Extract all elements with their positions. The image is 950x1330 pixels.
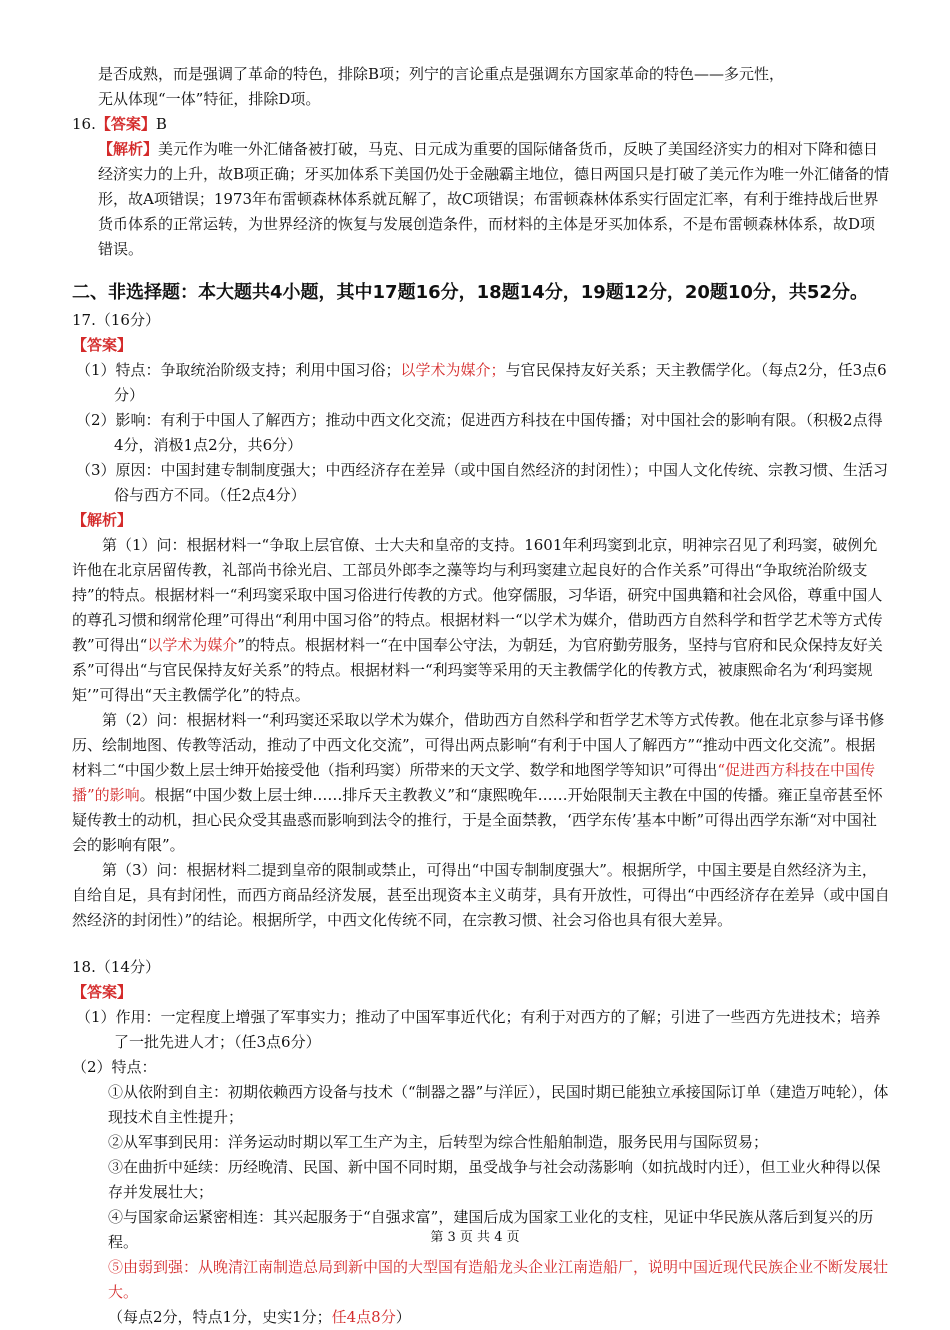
q16-answer-value: B — [155, 115, 167, 133]
q17-title: 17.（16分） — [72, 311, 160, 329]
page-footer: 第 3 页 共 4 页 — [430, 1230, 520, 1245]
q16-analysis — [72, 137, 890, 262]
q17-answer-1-text-end: 与官民保持友好关系；天主教儒学化。（每点2分，任3点6分） — [114, 361, 887, 404]
q18-scoring-note-highlight: 任4点8分 — [331, 1308, 396, 1326]
q17-answer-2: （2）影响：有利于中国人了解西方；推动中西文化交流；促进西方科技在中国传播；对中国社会的影响有限。（积极2点得4分，消极1点2分，共6分） — [76, 411, 883, 454]
q17-analysis-2-text: 第（2）问：根据材料一“利玛窦还采取以学术为媒介，借助西方自然科学和哲学艺术等方式传教。他在北京参与译书修历、绘制地图、传教等活动，推动了中西文化交流”，可得出两点影响“有利于中国人了解西方”“推动中西文化交流”。根据材料二“中国少数上层士绅开始接受他（指利玛窦）所带来的天文学、数学和地图学等知识”可得出 — [72, 711, 885, 779]
q18-scoring-note-end: ） — [395, 1308, 411, 1326]
q17-analysis-1-text: 第（1）问：根据材料一“争取上层官僚、士大夫和皇帝的支持。1601年利玛窦到北京，明神宗召见了利玛窦，破例允许他在北京居留传教，礼部尚书徐光启、工部员外郎李之藻等均与利玛窦建立起良好的合作关系”可得出“争取统治阶级支持”的特点。根据材料一“利玛窦采取中国习俗进行传教的方式。他穿儒服，习华语，研究中国典籍和社会风俗，尊重中国人的尊孔习惯和纲常伦理”可得出“利用中国习俗”的特点。根据材料一“以学术为媒介，借助西方自然科学和哲学艺术等方式传教”可得出“ — [72, 536, 883, 654]
q18-answer-1: （1）作用：一定程度上增强了军事实力；推动了中国军事近代化；有利于对西方的了解；引进了一些西方先进技术；培养了一批先进人才；（任3点6分） — [76, 1008, 881, 1051]
q18-answer-2: （2）特点： — [72, 1058, 157, 1076]
prev-analysis-line-2: 无从体现“一体”特征，排除D项。 — [98, 90, 321, 108]
q17-analysis-tag: 【解析】 — [72, 511, 133, 529]
document-page — [72, 62, 890, 1330]
q17-analysis-1 — [72, 533, 890, 708]
q18-answer-tag: 【答案】 — [72, 983, 133, 1001]
q17-answer-1-highlight: 以学术为媒介； — [400, 361, 506, 379]
q16-number: 16. — [72, 115, 96, 133]
q18-feature-3: ③在曲折中延续：历经晚清、民国、新中国不同时期，虽受战争与社会动荡影响（如抗战时内迁），但工业火种得以保存并发展壮大； — [108, 1158, 881, 1201]
q17-analysis-2-text-end: 。根据“中国少数上层士绅……排斥天主教教义”和“康熙晚年……开始限制天主教在中国的传播。雍正皇帝甚至怀疑传教士的动机，担心民众受其蛊惑而影响到法令的推行，于是全面禁教，‘西学东传’基本中断”可得出西学东渐“对中国社会的影响有限”。 — [72, 786, 883, 854]
q16-answer — [72, 112, 890, 137]
q17-analysis-3: 第（3）问：根据材料二提到皇帝的限制或禁止，可得出“中国专制制度强大”。根据所学，中国主要是自然经济为主，自给自足，具有封闭性，而西方商品经济发展，甚至出现资本主义萌芽，具有开放性，可得出“中西经济存在差异（或中国自然经济的封闭性）”的结论。根据所学，中西文化传统不同，在宗教习惯、社会习俗也具有很大差异。 — [72, 861, 890, 929]
prev-analysis-line-1: 是否成熟，而是强调了革命的特色，排除B项；列宁的言论重点是强调东方国家革命的特色——多元性， — [98, 65, 785, 83]
q17-answer-3: （3）原因：中国封建专制制度强大；中西经济存在差异（或中国自然经济的封闭性）；中国人文化传统、宗教习惯、生活习俗与西方不同。（任2点4分） — [76, 461, 889, 504]
q18-feature-1: ①从依附到自主：初期依赖西方设备与技术（“制器之器”与洋匠），民国时期已能独立承接国际订单（建造万吨轮），体现技术自主性提升； — [108, 1083, 889, 1126]
q17-answer-1 — [72, 358, 890, 408]
q16-answer-tag: 【答案】 — [95, 115, 156, 133]
q18-scoring-note — [72, 1305, 890, 1330]
q18-title: 18.（14分） — [72, 958, 160, 976]
spacer — [72, 933, 890, 955]
q17-analysis-2 — [72, 708, 890, 858]
q18-scoring-note-text: （每点2分，特点1分，史实1分； — [108, 1308, 332, 1326]
q18-feature-5: ⑤由弱到强：从晚清江南制造总局到新中国的大型国有造船龙头企业江南造船厂，说明中国近现代民族企业不断发展壮大。 — [108, 1258, 889, 1301]
q17-answer-tag: 【答案】 — [72, 336, 133, 354]
section-2-title: 二、非选择题：本大题共4小题，其中17题16分，18题14分，19题12分，20题10分，共52分。 — [72, 282, 868, 303]
q17-analysis-1-text-end: ”的特点。根据材料一“在中国奉公守法，为朝廷，为官府勤劳服务，坚持与官府和民众保持友好关系”可得出“与官民保持友好关系”的特点。根据材料一“利玛窦等采用的天主教儒学化的传教方式，被康熙命名为‘利玛窦规矩’”可得出“天主教儒学化”的特点。 — [72, 636, 883, 704]
q16-analysis-tag: 【解析】 — [98, 140, 159, 158]
q17-answer-1-text: （1）特点：争取统治阶级支持；利用中国习俗； — [76, 361, 401, 379]
q18-feature-2: ②从军事到民用：洋务运动时期以军工生产为主，后转型为综合性船舶制造，服务民用与国际贸易； — [108, 1133, 769, 1151]
q16-analysis-text: 美元作为唯一外汇储备被打破，马克、日元成为重要的国际储备货币，反映了美国经济实力的相对下降和德日经济实力的上升，故B项正确；牙买加体系下美国仍处于金融霸主地位，德日两国只是打破了美元作为唯一外汇储备的情形，故A项错误；1973年布雷顿森林体系就瓦解了，故C项错误；布雷顿森林体系实行固定汇率，有利于维持战后世界货币体系的正常运转，为世界经济的恢复与发展创造条件，而材料的主体是牙买加体系，不是布雷顿森林体系，故D项错误。 — [98, 140, 890, 258]
q18-feature-4: ④与国家命运紧密相连：其兴起服务于“自强求富”，建国后成为国家工业化的支柱，见证中华民族从落后到复兴的历程。 — [108, 1208, 874, 1251]
q17-analysis-2-highlight: “促进西方科技在中国传播”的影响 — [72, 761, 876, 804]
q17-analysis-1-highlight: 以学术为媒介 — [147, 636, 238, 654]
